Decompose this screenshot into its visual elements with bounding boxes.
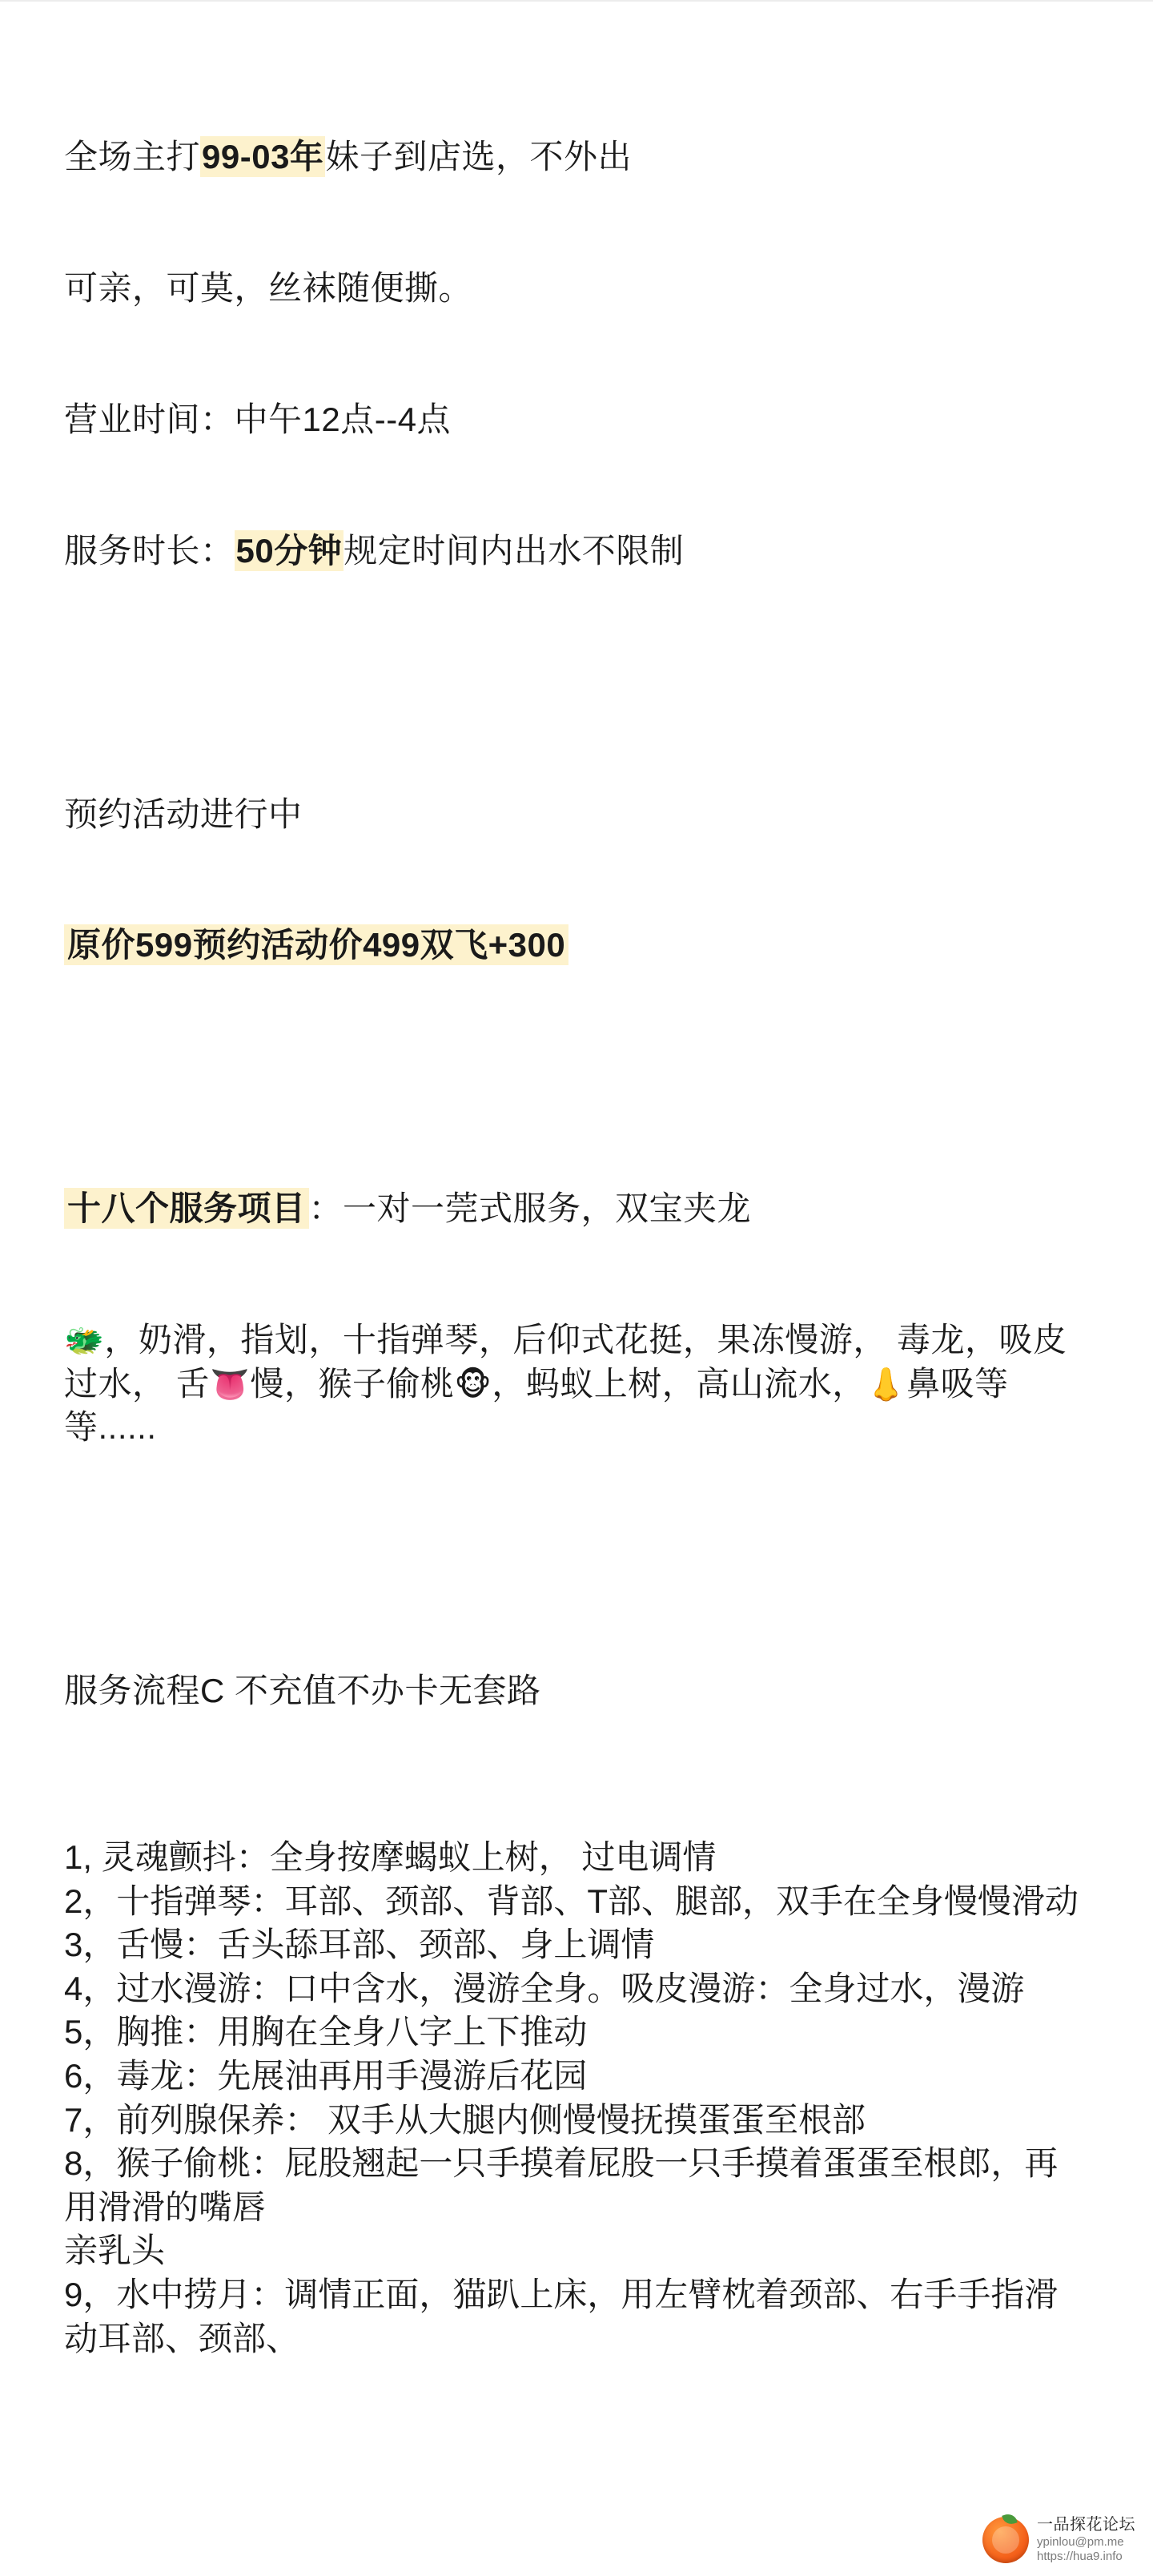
tongue-icon: 👅 — [210, 1366, 251, 1403]
list-item: 7，前列腺保养： 双手从大腿内侧慢慢抚摸蛋蛋至根部 — [64, 2100, 866, 2139]
intro-line-1-highlight: 99-03年 — [202, 138, 324, 176]
services-body — [64, 1318, 1089, 1450]
services-heading — [64, 1187, 1089, 1231]
monkey-icon: 🐵 — [454, 1366, 492, 1403]
nose-icon: 👃 — [866, 1366, 907, 1403]
list-item: 5，胸推：用胸在全身八字上下推动 — [64, 2013, 588, 2051]
spacer-1 — [64, 660, 1089, 705]
list-item: 9，水中捞月：调情正面，猫趴上床，用左臂枕着颈部、右手手指滑动耳部、颈部、 — [64, 2275, 1059, 2357]
intro-line-1 — [64, 135, 1089, 179]
intro-line-4-post: 规定时间内出水不限制 — [343, 531, 685, 570]
services-body-text-3: ，蚂蚁上树，高山流水， — [492, 1364, 866, 1403]
intro-line-4-pre: 服务时长： — [64, 531, 235, 570]
steps-list — [64, 1836, 1089, 2361]
watermark-logo-icon — [982, 2517, 1029, 2563]
services-section — [64, 1100, 1089, 1537]
list-item: 1, 灵魂颤抖：全身按摩蝎蚁上树， 过电调情 — [64, 1837, 717, 1876]
services-body-text-2: 慢，猴子偷桃 — [250, 1364, 455, 1403]
list-item: 4，过水漫游：口中含水，漫游全身。吸皮漫游：全身过水，漫游 — [64, 1969, 1025, 2007]
spacer-2 — [64, 1055, 1089, 1100]
promo-section — [64, 705, 1089, 1055]
spacer-3 — [64, 1537, 1089, 1582]
watermark-email: ypinlou@pm.me — [1037, 2534, 1124, 2549]
services-body-text: ，奶滑，指划，十指弹琴，后仰式花挺，果冻慢游， 毒龙，吸皮过水， 舌 — [64, 1321, 1067, 1403]
promo-price-highlight: 原价599预约活动价499双飞+300 — [64, 924, 568, 965]
list-item: 8，猴子偷桃：屁股翘起一只手摸着屁股一只手摸着蛋蛋至根郎，再用滑滑的嘴唇 — [64, 2144, 1059, 2226]
intro-line-1-pre: 全场主打 — [64, 138, 201, 176]
watermark-url: https://hua9.info — [1037, 2550, 1123, 2564]
list-item: 亲乳头 — [64, 2232, 166, 2270]
list-item: 3，舌慢：舌头舔耳部、颈部、身上调情 — [64, 1926, 655, 1964]
services-body-text-4: 鼻吸等等...... — [64, 1364, 1009, 1447]
services-heading-post: ：一对一莞式服务，双宝夹龙 — [308, 1189, 752, 1228]
intro-line-2: 可亲，可莫，丝袜随便撕。 — [64, 268, 473, 307]
top-divider — [0, 0, 1153, 2]
services-heading-highlight: 十八个服务项目 — [64, 1188, 309, 1229]
intro-line-4 — [64, 529, 1089, 574]
dragon-icon: 🐲 — [64, 1322, 105, 1360]
intro-section — [64, 48, 1089, 660]
flow-section — [64, 1582, 1089, 1801]
spacer-4 — [64, 1801, 1089, 1836]
intro-line-1-post: 妹子到店选，不外出 — [325, 138, 632, 176]
promo-title: 预约活动进行中 — [64, 795, 303, 833]
intro-line-3: 营业时间：中午12点--4点 — [64, 400, 452, 438]
list-item: 2，十指弹琴：耳部、颈部、背部、T部、腿部，双手在全身慢慢滑动 — [64, 1882, 1079, 1920]
flow-title: 服务流程C 不充值不办卡无套路 — [64, 1672, 541, 1710]
watermark-text — [1037, 2515, 1135, 2566]
watermark — [982, 2515, 1135, 2566]
list-item: 6，毒龙：先展油再用手漫游后花园 — [64, 2056, 588, 2095]
watermark-title: 一品探花论坛 — [1037, 2515, 1135, 2534]
promo-price-line — [64, 924, 1089, 968]
intro-line-4-highlight: 50分钟 — [235, 531, 343, 570]
